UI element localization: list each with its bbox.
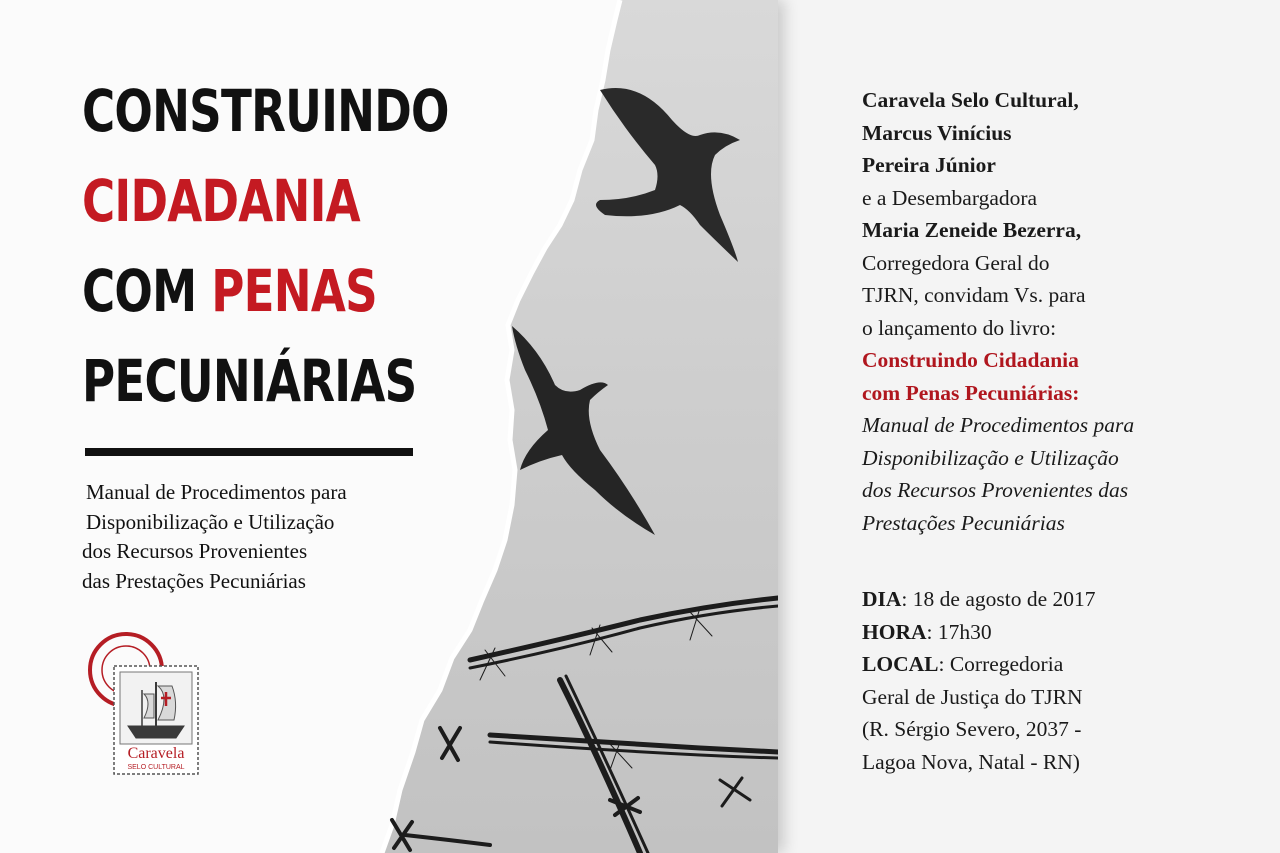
cover-subtitle-line: das Prestações Pecuniárias	[82, 568, 306, 593]
book-subtitle-line: dos Recursos Provenientes das	[862, 478, 1129, 502]
invite-line: o lançamento do livro:	[862, 315, 1057, 340]
book-title-line: Construindo Cidadania	[862, 348, 1079, 372]
event-place-line: (R. Sérgio Severo, 2037 -	[862, 717, 1082, 741]
invite-line: Marcus Vinícius	[862, 120, 1012, 145]
cover-title-line-4: PECUNIÁRIAS	[82, 347, 417, 415]
invite-line: Corregedora Geral do	[862, 250, 1050, 275]
event-date	[862, 583, 1262, 616]
cover-title-line-2: CIDADANIA	[82, 167, 360, 235]
logo-tagline: SELO CULTURAL	[127, 764, 185, 771]
event-date-label: DIA	[862, 587, 902, 611]
cover-subtitle	[82, 478, 402, 596]
book-subtitle-line: Prestações Pecuniárias	[862, 510, 1065, 535]
event-time	[862, 616, 1262, 649]
event-date-value: : 18 de agosto de 2017	[901, 587, 1096, 611]
event-place-label: LOCAL	[862, 652, 939, 676]
cover-title-penas: PENAS	[211, 257, 377, 325]
invite-line: Caravela Selo Cultural,	[862, 88, 1079, 112]
invite-line: TJRN, convidam Vs. para	[862, 283, 1086, 307]
invite-line: e a Desembargadora	[862, 185, 1038, 210]
invitation-text	[862, 84, 1252, 539]
cover-subtitle-line: Manual de Procedimentos para	[86, 480, 347, 504]
event-details	[862, 583, 1262, 778]
invite-line: Pereira Júnior	[862, 153, 996, 177]
event-place-line: Lagoa Nova, Natal - RN)	[862, 749, 1080, 774]
title-divider	[85, 448, 413, 456]
event-place	[862, 648, 1262, 681]
cover-title-com: COM	[82, 257, 212, 325]
cover-subtitle-line: dos Recursos Provenientes	[82, 539, 308, 563]
cover-title-line-3	[82, 257, 377, 325]
event-place-value: : Corregedoria	[938, 652, 1064, 676]
event-time-value: : 17h30	[926, 619, 992, 644]
book-subtitle-line: Disponibilização e Utilização	[862, 445, 1119, 470]
event-time-label: HORA	[862, 619, 927, 644]
invite-line: Maria Zeneide Bezerra,	[862, 218, 1082, 242]
cover-title-line-1: CONSTRUINDO	[82, 77, 449, 145]
logo-name: Caravela	[127, 745, 185, 762]
caravela-logo-stamp	[86, 630, 202, 780]
event-place-line: Geral de Justiça do TJRN	[862, 684, 1083, 709]
book-title-line: com Penas Pecuniárias:	[862, 380, 1080, 405]
book-subtitle-line: Manual de Procedimentos para	[862, 413, 1135, 437]
cover-subtitle-line: Disponibilização e Utilização	[86, 509, 335, 534]
